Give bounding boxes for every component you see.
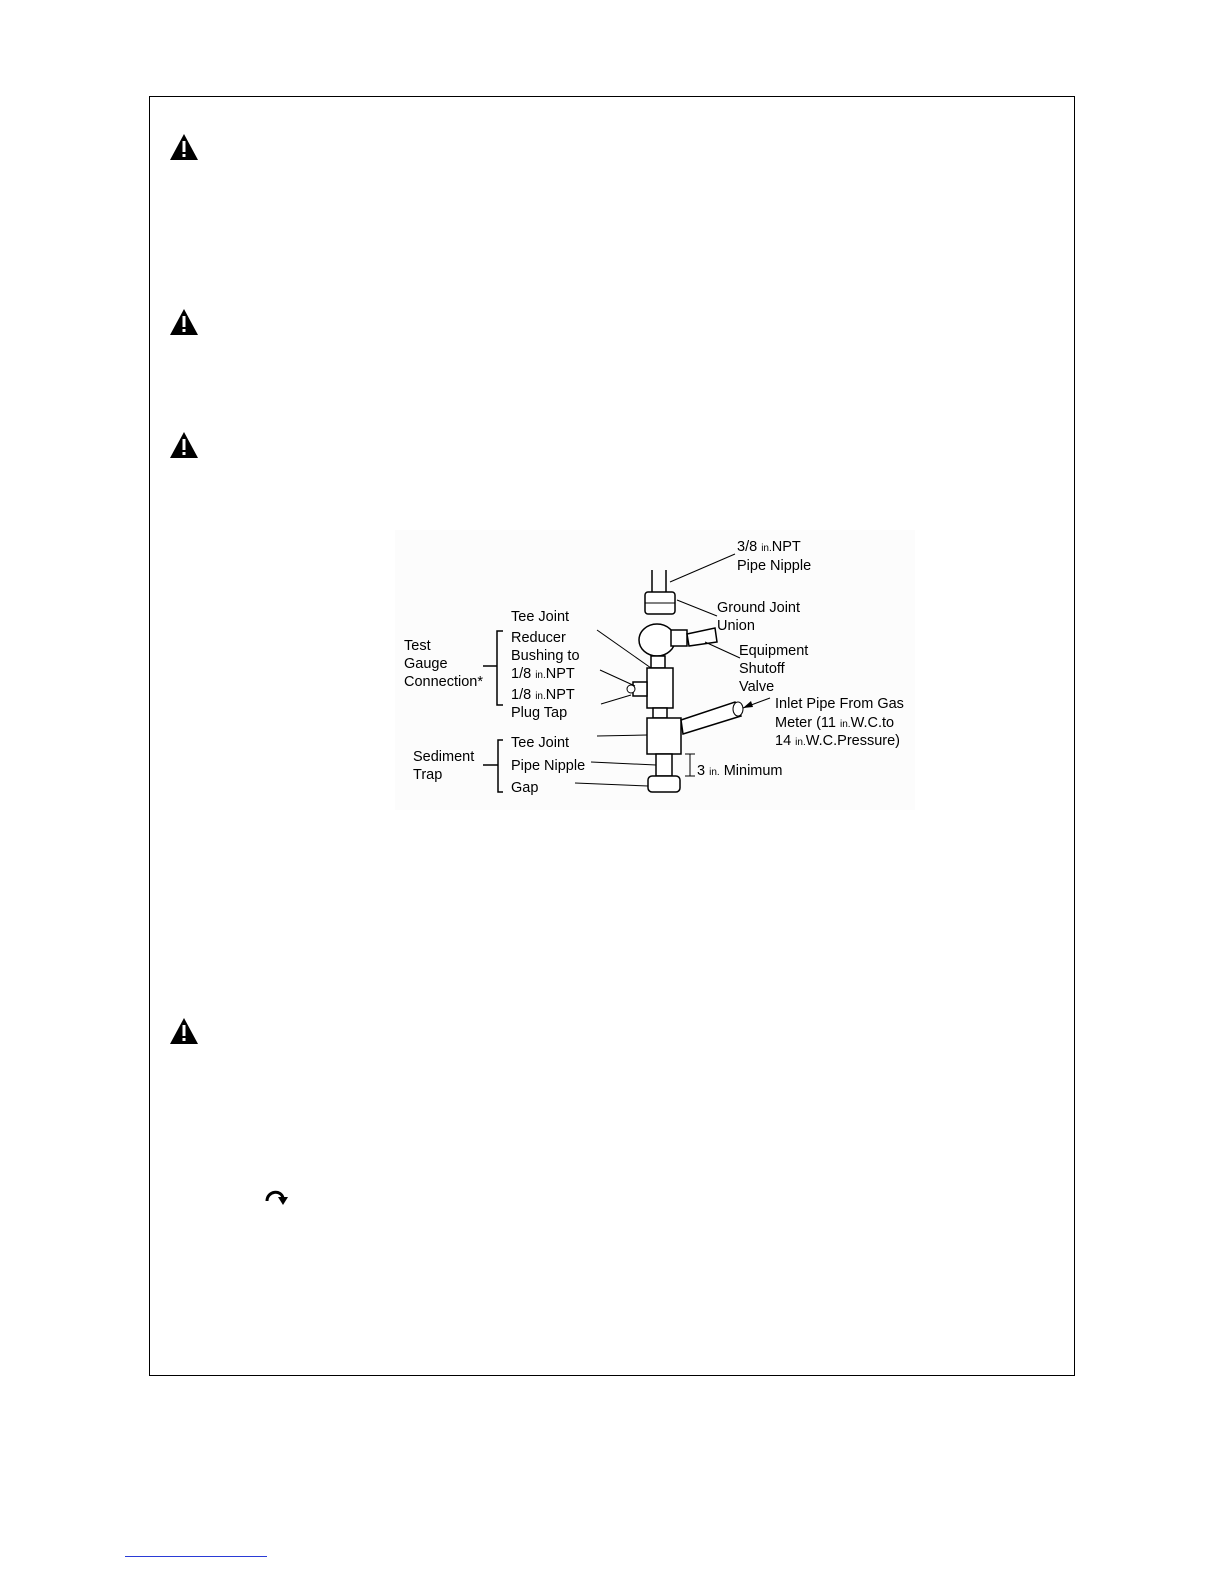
- label-reducer: Reducer: [511, 630, 566, 646]
- warning-triangle-icon: [169, 1017, 199, 1045]
- clockwise-arrow-icon: [262, 1185, 290, 1207]
- label-inlet-pressure-1: Meter (11 in.W.C.to: [775, 715, 895, 731]
- label-minimum: 3 in. Minimum: [697, 763, 783, 779]
- label-npt-2: 1/8 in.NPT: [511, 687, 575, 703]
- label-plug-tap: Plug Tap: [511, 705, 568, 721]
- label-tee-joint-upper: Tee Joint: [511, 609, 570, 625]
- label-valve: Valve: [739, 679, 775, 695]
- label-inlet-pressure-2: 14 in.W.C.Pressure): [775, 733, 900, 749]
- label-npt-1: 1/8 in.NPT: [511, 666, 575, 682]
- warning-triangle-icon: [169, 431, 199, 459]
- label-trap: Trap: [413, 767, 443, 783]
- label-sediment: Sediment: [413, 749, 475, 765]
- footnote-separator: [125, 1556, 267, 1557]
- label-ground-joint: Ground Joint: [717, 600, 801, 616]
- label-tee-joint-lower: Tee Joint: [511, 735, 570, 751]
- label-bushing: Bushing to: [511, 648, 580, 664]
- label-pipe-nipple-lower: Pipe Nipple: [511, 758, 586, 774]
- label-inlet-pipe: Inlet Pipe From Gas: [775, 696, 904, 712]
- label-shutoff: Shutoff: [739, 661, 785, 677]
- label-equipment: Equipment: [739, 643, 809, 659]
- gas-pipe-diagram: [395, 530, 915, 810]
- label-gap: Gap: [511, 780, 539, 796]
- label-pipe-nipple-top: 3/8 in.NPT: [737, 539, 801, 555]
- label-gauge: Gauge: [404, 656, 448, 672]
- warning-triangle-icon: [169, 133, 199, 161]
- warning-triangle-icon: [169, 308, 199, 336]
- label-pipe-nipple-top-line2: Pipe Nipple: [737, 558, 812, 574]
- label-union: Union: [717, 618, 755, 634]
- label-test: Test: [404, 638, 431, 654]
- label-connection: Connection*: [404, 674, 483, 690]
